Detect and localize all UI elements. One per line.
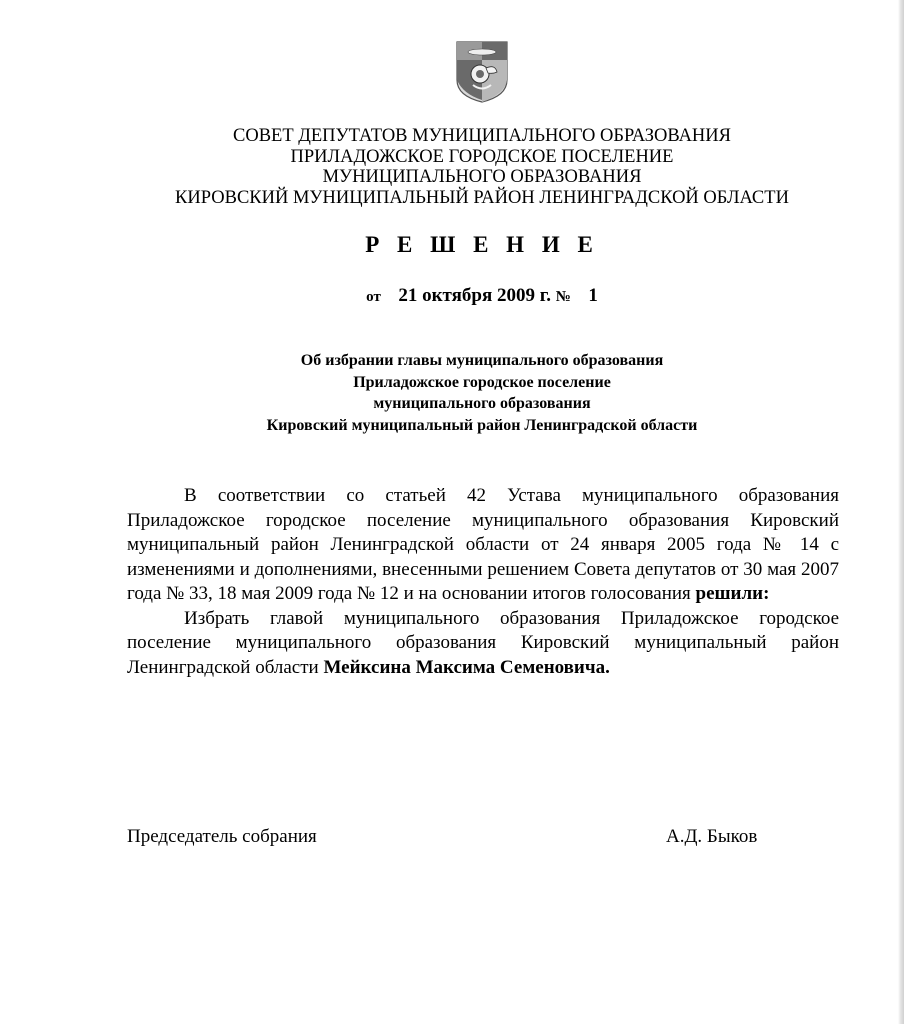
signatory-name: А.Д. Быков — [666, 826, 758, 847]
decision-text: Избрать главой муниципального образования Приладожское городское поселение муниципального образования Кировский муниципальный район Ленинградской области — [127, 607, 839, 678]
council-line: КИРОВСКИЙ МУНИЦИПАЛЬНЫЙ РАЙОН ЛЕНИНГРАДСКОЙ ОБЛАСТИ — [175, 187, 789, 208]
council-line: СОВЕТ ДЕПУТАТОВ МУНИЦИПАЛЬНОГО ОБРАЗОВАНИЯ — [233, 126, 731, 146]
body-paragraph-decision — [127, 607, 839, 681]
signatory-position: Председатель собрания — [127, 826, 317, 847]
basis-text: В соответствии со статьей 42 Устава муниципального образования Приладожское городское поселение муниципального образования Кировский муниципальный район Ленинградской области от 24 января 2005 года № 14 с изменениями и дополнениями, внесенными решением Совета депутатов от 30 мая 2007 года № 33, 18 мая 2009 года № 12 и на основании итогов голосования — [127, 485, 839, 604]
page-edge — [898, 0, 904, 1024]
document-number: 1 — [588, 285, 598, 306]
document-date: 21 октября 2009 г. — [398, 285, 551, 306]
document-date-line — [100, 285, 864, 307]
body-paragraph-basis — [127, 484, 839, 607]
date-prefix: от — [366, 289, 381, 305]
council-line: ПРИЛАДОЖСКОЕ ГОРОДСКОЕ ПОСЕЛЕНИЕ — [290, 146, 674, 167]
resolved-word: решили: — [695, 583, 770, 604]
coat-of-arms-icon — [455, 40, 509, 104]
number-sign: № — [555, 289, 571, 305]
council-line: МУНИЦИПАЛЬНОГО ОБРАЗОВАНИЯ — [322, 167, 642, 187]
subject-line: муниципального образования — [373, 395, 591, 412]
document-title: Р Е Ш Е Н И Е — [365, 232, 599, 257]
subject-line: Кировский муниципальный район Ленинградской области — [266, 416, 698, 434]
subject-line: Об избрании главы муниципального образования — [300, 352, 664, 369]
document-body — [127, 484, 839, 680]
elected-person-name: Мейксина Максима Семеновича. — [323, 656, 610, 678]
document-subject — [100, 350, 864, 436]
council-header — [100, 126, 864, 208]
subject-line: Приладожское городское поселение — [353, 373, 611, 391]
